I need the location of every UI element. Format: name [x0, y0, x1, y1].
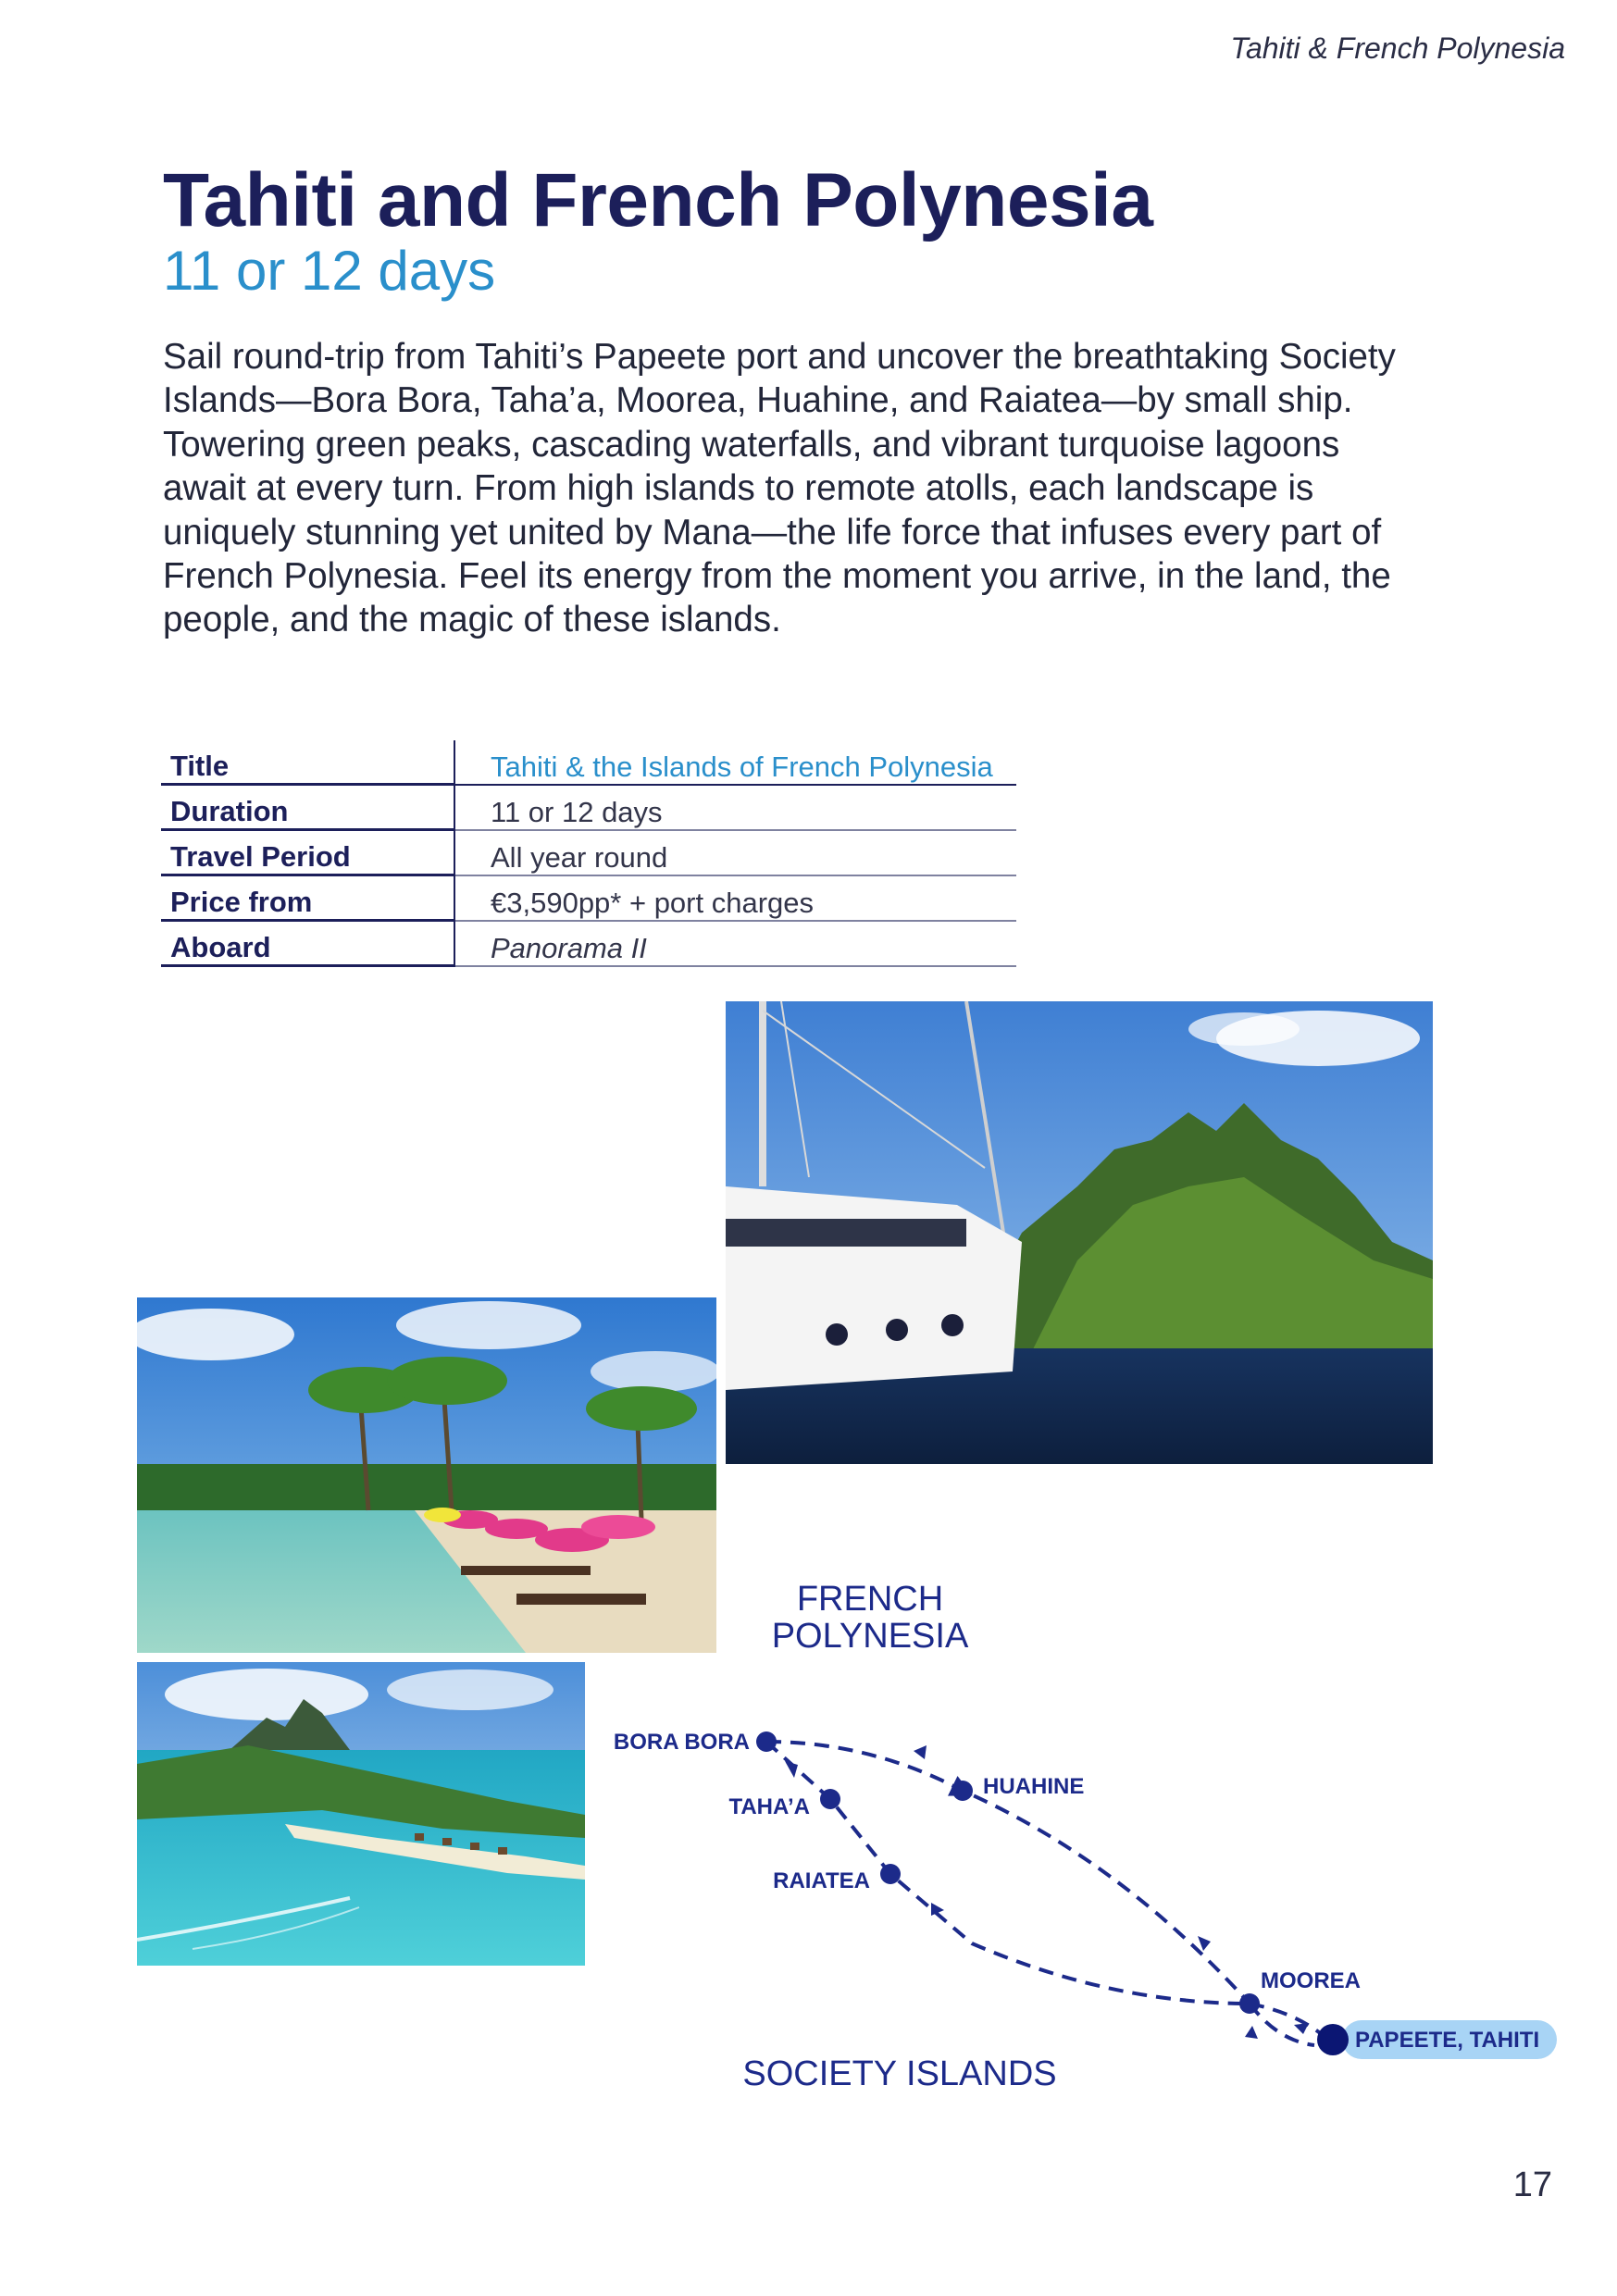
page-subtitle: 11 or 12 days — [163, 240, 496, 302]
port-label-huahine: HUAHINE — [983, 1774, 1085, 1799]
port-label-tahaa: TAHA’A — [728, 1794, 810, 1819]
detail-label: Price from — [161, 875, 454, 921]
table-row — [161, 740, 1016, 785]
port-label-moorea: MOOREA — [1261, 1968, 1361, 1993]
table-row — [161, 921, 1016, 966]
table-row — [161, 875, 1016, 921]
port-label-papeete: PAPEETE, TAHITI — [1355, 2028, 1540, 2053]
detail-label: Title — [161, 740, 454, 785]
detail-value: 11 or 12 days — [454, 785, 1016, 830]
port-marker-huahine — [952, 1781, 973, 1801]
detail-value: €3,590pp* + port charges — [454, 875, 1016, 921]
detail-value: Panorama II — [454, 921, 1016, 966]
ship-photo — [726, 1001, 1433, 1464]
aerial-lagoon-photo — [137, 1662, 585, 1966]
table-row — [161, 830, 1016, 875]
detail-label: Aboard — [161, 921, 454, 966]
port-marker-moorea — [1239, 1993, 1260, 2014]
detail-value: All year round — [454, 830, 1016, 875]
table-row — [161, 785, 1016, 830]
page-title: Tahiti and French Polynesia — [163, 158, 1153, 242]
map-region-label-line1: FRENCH — [796, 1580, 944, 1619]
page-number: 17 — [1512, 2166, 1552, 2204]
detail-label: Duration — [161, 785, 454, 830]
port-label-bora-bora: BORA BORA — [613, 1730, 750, 1755]
running-head: Tahiti & French Polynesia — [1230, 31, 1565, 65]
intro-paragraph: Sail round-trip from Tahiti’s Papeete port and uncover the breathtaking Society Islands—Bora Bora, Taha’a, Moorea, Huahine, and Raiatea—by small ship. Towering green peaks, cascading waterfalls, and vibrant turquoise lagoons await at every turn. From high islands to remote atolls, each landscape is uniquely stunning yet united by Mana—the life force that infuses every part of French Polynesia. Feel its energy from the moment you arrive, in the land, the people, and the magic of these islands. — [163, 337, 1396, 640]
port-marker-raiatea — [880, 1864, 901, 1884]
trip-details-table — [161, 740, 1016, 967]
map-region-label-line2: POLYNESIA — [771, 1617, 969, 1656]
port-marker-papeete — [1317, 2024, 1349, 2055]
detail-label: Travel Period — [161, 830, 454, 875]
detail-value: Tahiti & the Islands of French Polynesia — [454, 740, 1016, 785]
port-marker-bora-bora — [756, 1731, 777, 1752]
route-map — [592, 1564, 1564, 2119]
map-archipelago-label: SOCIETY ISLANDS — [742, 2054, 1057, 2093]
port-marker-tahaa — [820, 1789, 840, 1809]
port-label-raiatea: RAIATEA — [773, 1868, 870, 1893]
